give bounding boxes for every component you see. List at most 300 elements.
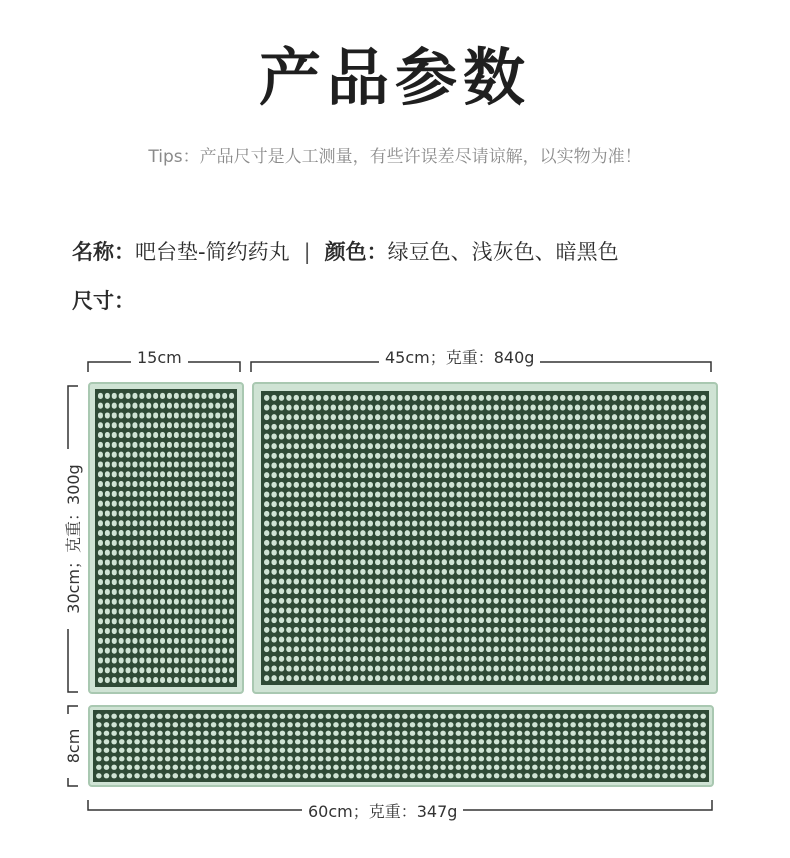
mat-nub [612, 530, 617, 536]
mat-nub [538, 453, 543, 459]
mat-nub [634, 656, 639, 662]
mat-nub [215, 452, 220, 458]
mat-nub [547, 756, 553, 761]
mat-nub [301, 521, 306, 527]
mat-nub [331, 569, 336, 575]
mat-nub [649, 617, 654, 623]
mat-nub [693, 569, 698, 575]
mat-nub [405, 414, 410, 420]
mat-nub [264, 627, 269, 633]
mat-nub [493, 511, 498, 517]
mat-nub [619, 617, 624, 623]
mat-nub [132, 677, 137, 683]
mat-nub [353, 424, 358, 430]
mat-nub [479, 482, 484, 488]
mat-nub [181, 491, 186, 497]
mat-nub [257, 756, 263, 761]
mat-nub [464, 414, 469, 420]
mat-nub [555, 765, 561, 770]
mat-nub [532, 714, 538, 719]
mat-nub [440, 773, 446, 778]
mat-nub [649, 530, 654, 536]
mat-nub [316, 540, 321, 546]
mat-nub [693, 550, 698, 556]
mat-nub [153, 432, 158, 438]
mat-nub [272, 722, 278, 727]
mat-nub [586, 722, 592, 727]
mat-nub [356, 731, 362, 736]
mat-nub [349, 756, 355, 761]
mat-nub [375, 424, 380, 430]
mat-nub [671, 617, 676, 623]
mat-nub [353, 579, 358, 585]
mat-nub [338, 434, 343, 440]
mat-nub [174, 589, 179, 595]
mat-nub [509, 748, 515, 753]
mat-nub [501, 463, 506, 469]
mat-nub [119, 452, 124, 458]
mat-nub [360, 395, 365, 401]
mat-nub [139, 412, 144, 418]
mat-nub [538, 405, 543, 411]
mat-nub [139, 569, 144, 575]
mat-nub [553, 434, 558, 440]
mat-nub [567, 550, 572, 556]
mat-nub [229, 412, 234, 418]
mat-nub [560, 405, 565, 411]
mat-nub [368, 637, 373, 643]
mat-nub [160, 530, 165, 536]
mat-nub [271, 492, 276, 498]
mat-nub [678, 492, 683, 498]
mat-nub [448, 722, 454, 727]
mat-nub [547, 722, 553, 727]
mat-nub [624, 722, 630, 727]
mat-nub [180, 714, 186, 719]
mat-nub [229, 677, 234, 683]
mat-nub [150, 714, 156, 719]
mat-nub [310, 765, 316, 770]
mat-nub [456, 472, 461, 478]
mat-nub [575, 395, 580, 401]
mat-nub [597, 608, 602, 614]
mat-nub [286, 443, 291, 449]
mat-nub [345, 395, 350, 401]
mat-nub [664, 579, 669, 585]
mat-nub [294, 637, 299, 643]
mat-nub [427, 617, 432, 623]
mat-nub [619, 588, 624, 594]
mat-nub [664, 569, 669, 575]
mat-nub [264, 511, 269, 517]
mat-nub [279, 588, 284, 594]
mat-nub [353, 405, 358, 411]
mat-nub [105, 657, 110, 663]
mat-nub [215, 550, 220, 556]
mat-nub [105, 520, 110, 526]
mat-nub [201, 422, 206, 428]
mat-nub [693, 434, 698, 440]
mat-nub [538, 550, 543, 556]
mat-nub [286, 424, 291, 430]
mat-nub [345, 501, 350, 507]
mat-nub [146, 432, 151, 438]
mat-nub [479, 443, 484, 449]
mat-nub [167, 628, 172, 634]
mat-nub [700, 756, 706, 761]
mat-nub [593, 714, 599, 719]
mat-nub [686, 617, 691, 623]
mat-nub [540, 765, 546, 770]
mat-nub [471, 773, 477, 778]
mat-nub [397, 569, 402, 575]
mat-nub [375, 666, 380, 672]
mat-nub [516, 646, 521, 652]
mat-nub [493, 530, 498, 536]
mat-nub [463, 756, 469, 761]
mat-nub [700, 731, 706, 736]
mat-nub [132, 599, 137, 605]
mat-nub [517, 714, 523, 719]
mat-nub [112, 471, 117, 477]
mat-nub [649, 598, 654, 604]
mat-nub [345, 569, 350, 575]
mat-nub [412, 472, 417, 478]
mat-nub [582, 424, 587, 430]
mat-nub [647, 765, 653, 770]
mat-nub [501, 559, 506, 565]
mat-nub [434, 588, 439, 594]
mat-nub [597, 675, 602, 681]
mat-nub [523, 559, 528, 565]
mat-nub [685, 714, 691, 719]
mat-nub [167, 412, 172, 418]
mat-nub [693, 579, 698, 585]
mat-nub [530, 521, 535, 527]
mat-nub [397, 666, 402, 672]
mat-nub [180, 748, 186, 753]
mat-nub [612, 579, 617, 585]
mat-nub [215, 618, 220, 624]
mat-nub [360, 646, 365, 652]
mat-nub [656, 637, 661, 643]
mat-nub [98, 452, 103, 458]
mat-nub [479, 714, 485, 719]
mat-nub [493, 453, 498, 459]
mat-nub [316, 617, 321, 623]
mat-nub [257, 739, 263, 744]
mat-nub [582, 482, 587, 488]
mat-nub [375, 414, 380, 420]
mat-nub [686, 550, 691, 556]
mat-nub [597, 637, 602, 643]
mat-nub [578, 756, 584, 761]
mat-nub [532, 756, 538, 761]
mat-nub [449, 569, 454, 575]
mat-nub [479, 472, 484, 478]
mat-nub [567, 405, 572, 411]
mat-nub [326, 748, 332, 753]
mat-nub [701, 405, 706, 411]
mat-nub [530, 511, 535, 517]
mat-nub [279, 395, 284, 401]
size-label: 尺寸： [72, 289, 135, 313]
mat-nub [634, 550, 639, 556]
mat-nub [301, 434, 306, 440]
mat-nub [188, 530, 193, 536]
mat-nub [127, 731, 133, 736]
mat-nub [157, 756, 163, 761]
mat-nub [323, 588, 328, 594]
mat-nub [501, 617, 506, 623]
mat-nub [456, 550, 461, 556]
mat-nub [493, 492, 498, 498]
mat-nub [382, 656, 387, 662]
mat-nub [442, 540, 447, 546]
mat-nub [486, 414, 491, 420]
mat-nub [294, 608, 299, 614]
mat-nub [560, 608, 565, 614]
mat-nub [201, 432, 206, 438]
mat-nub [693, 637, 698, 643]
mat-nub [241, 748, 247, 753]
mat-nub [486, 453, 491, 459]
mat-nub [597, 521, 602, 527]
mat-nub [509, 773, 515, 778]
mat-nub [530, 637, 535, 643]
mat-nub [286, 540, 291, 546]
mat-nub [553, 608, 558, 614]
mat-nub [368, 627, 373, 633]
mat-nub [181, 481, 186, 487]
mat-nub [215, 677, 220, 683]
mat-nub [693, 748, 699, 753]
mat-nub [316, 405, 321, 411]
mat-nub [612, 414, 617, 420]
mat-nub [523, 501, 528, 507]
mat-nub [286, 434, 291, 440]
mat-nub [655, 722, 661, 727]
mat-nub [410, 765, 416, 770]
mat-nub [427, 453, 432, 459]
mat-nub [563, 765, 569, 770]
mat-nub [545, 617, 550, 623]
mat-nub [279, 559, 284, 565]
mat-nub [538, 424, 543, 430]
mat-nub [208, 412, 213, 418]
mat-nub [104, 722, 110, 727]
mat-nub [471, 550, 476, 556]
mat-nub [215, 648, 220, 654]
mat-nub [295, 714, 301, 719]
mat-nub [397, 550, 402, 556]
mat-nub [516, 434, 521, 440]
mat-nub [215, 540, 220, 546]
mat-nub [433, 739, 439, 744]
mat-nub [150, 765, 156, 770]
mat-nub [434, 598, 439, 604]
mat-nub [279, 453, 284, 459]
mat-nub [440, 748, 446, 753]
mat-nub [639, 756, 645, 761]
mat-nub [530, 424, 535, 430]
mat-nub [516, 492, 521, 498]
mat-nub [582, 511, 587, 517]
mat-nub [405, 395, 410, 401]
mat-nub [331, 501, 336, 507]
mat-nub [127, 739, 133, 744]
mat-nub [188, 731, 194, 736]
mat-nub [375, 608, 380, 614]
mat-nub [471, 405, 476, 411]
mat-nub [331, 608, 336, 614]
mat-nub [619, 511, 624, 517]
mat-nub [308, 405, 313, 411]
mat-nub [139, 559, 144, 565]
mat-nub [229, 501, 234, 507]
mat-nub [279, 598, 284, 604]
mat-nub [604, 598, 609, 604]
mat-nub [341, 765, 347, 770]
mat-nub [560, 395, 565, 401]
mat-nub [412, 511, 417, 517]
mat-nub [501, 666, 506, 672]
mat-nub [627, 492, 632, 498]
mat-nub [142, 756, 148, 761]
mat-nub [582, 521, 587, 527]
mat-nub [649, 608, 654, 614]
mat-nub [345, 434, 350, 440]
mat-nub [570, 731, 576, 736]
mat-nub [188, 471, 193, 477]
mat-nub [181, 422, 186, 428]
mat-nub [417, 739, 423, 744]
mat-nub [405, 666, 410, 672]
mat-nub [604, 656, 609, 662]
mat-nub [397, 511, 402, 517]
mat-nub [575, 608, 580, 614]
mat-nub [656, 666, 661, 672]
mat-nub [360, 627, 365, 633]
mat-nub [98, 540, 103, 546]
mat-nub [405, 608, 410, 614]
mat-nub [368, 559, 373, 565]
mat-nub [134, 773, 140, 778]
mat-nub [479, 598, 484, 604]
mat-nub [397, 530, 402, 536]
mat-nub [203, 773, 209, 778]
mat-nub [397, 588, 402, 594]
mat-nub [364, 756, 370, 761]
mat-nub [368, 617, 373, 623]
mat-nub [433, 731, 439, 736]
mat-nub [627, 443, 632, 449]
mat-nub [508, 579, 513, 585]
mat-nub [286, 569, 291, 575]
mat-nub [553, 569, 558, 575]
mat-nub [382, 424, 387, 430]
mat-nub [567, 666, 572, 672]
mat-nub [494, 731, 500, 736]
mat-nub [449, 608, 454, 614]
mat-nub [139, 608, 144, 614]
mat-nub [215, 393, 220, 399]
mat-nub [479, 492, 484, 498]
mat-nub [597, 579, 602, 585]
mat-nub [634, 424, 639, 430]
mat-nub [612, 511, 617, 517]
mat-nub [634, 617, 639, 623]
mat-nub [360, 482, 365, 488]
mat-nub [174, 638, 179, 644]
mat-nub [560, 492, 565, 498]
mat-nub [215, 599, 220, 605]
mat-nub [174, 677, 179, 683]
mat-nub [578, 714, 584, 719]
mat-nub [501, 501, 506, 507]
mat-nub [671, 463, 676, 469]
mat-nub [575, 579, 580, 585]
mat-nub [530, 530, 535, 536]
mat-nub [586, 765, 592, 770]
mat-nub [173, 739, 179, 744]
mat-nub [356, 756, 362, 761]
mat-nub [582, 414, 587, 420]
mat-nub [188, 461, 193, 467]
mat-nub [353, 588, 358, 594]
mat-nub [508, 395, 513, 401]
mat-nub [349, 773, 355, 778]
mat-nub [538, 579, 543, 585]
mat-nub [627, 666, 632, 672]
mat-nub [448, 756, 454, 761]
mat-nub [375, 579, 380, 585]
mat-nub [390, 540, 395, 546]
mat-nub [567, 646, 572, 652]
mat-nub [664, 617, 669, 623]
mat-nub [294, 627, 299, 633]
mat-nub [127, 756, 133, 761]
mat-nub [160, 638, 165, 644]
mat-nub [693, 773, 699, 778]
mat-nub [280, 773, 286, 778]
mat-nub [442, 472, 447, 478]
mat-nub [323, 521, 328, 527]
mat-nub [590, 666, 595, 672]
mat-nub [419, 550, 424, 556]
color-value: 绿豆色、浅灰色、暗黑色 [387, 240, 619, 264]
mat-nub [647, 714, 653, 719]
mat-nub [318, 765, 324, 770]
mat-nub [215, 422, 220, 428]
mat-nub [686, 530, 691, 536]
mat-nub [609, 714, 615, 719]
mat-nub [671, 405, 676, 411]
mat-nub [593, 722, 599, 727]
mat-nub [294, 550, 299, 556]
mat-nub [165, 765, 171, 770]
mat-nub [316, 414, 321, 420]
mat-nub [479, 559, 484, 565]
mat-nub [590, 414, 595, 420]
mat-nub [119, 501, 124, 507]
mat-nub [405, 463, 410, 469]
mat-nub [560, 656, 565, 662]
mat-nub [208, 638, 213, 644]
mat-nub [222, 530, 227, 536]
mat-nub [382, 521, 387, 527]
mat-nub [126, 520, 131, 526]
